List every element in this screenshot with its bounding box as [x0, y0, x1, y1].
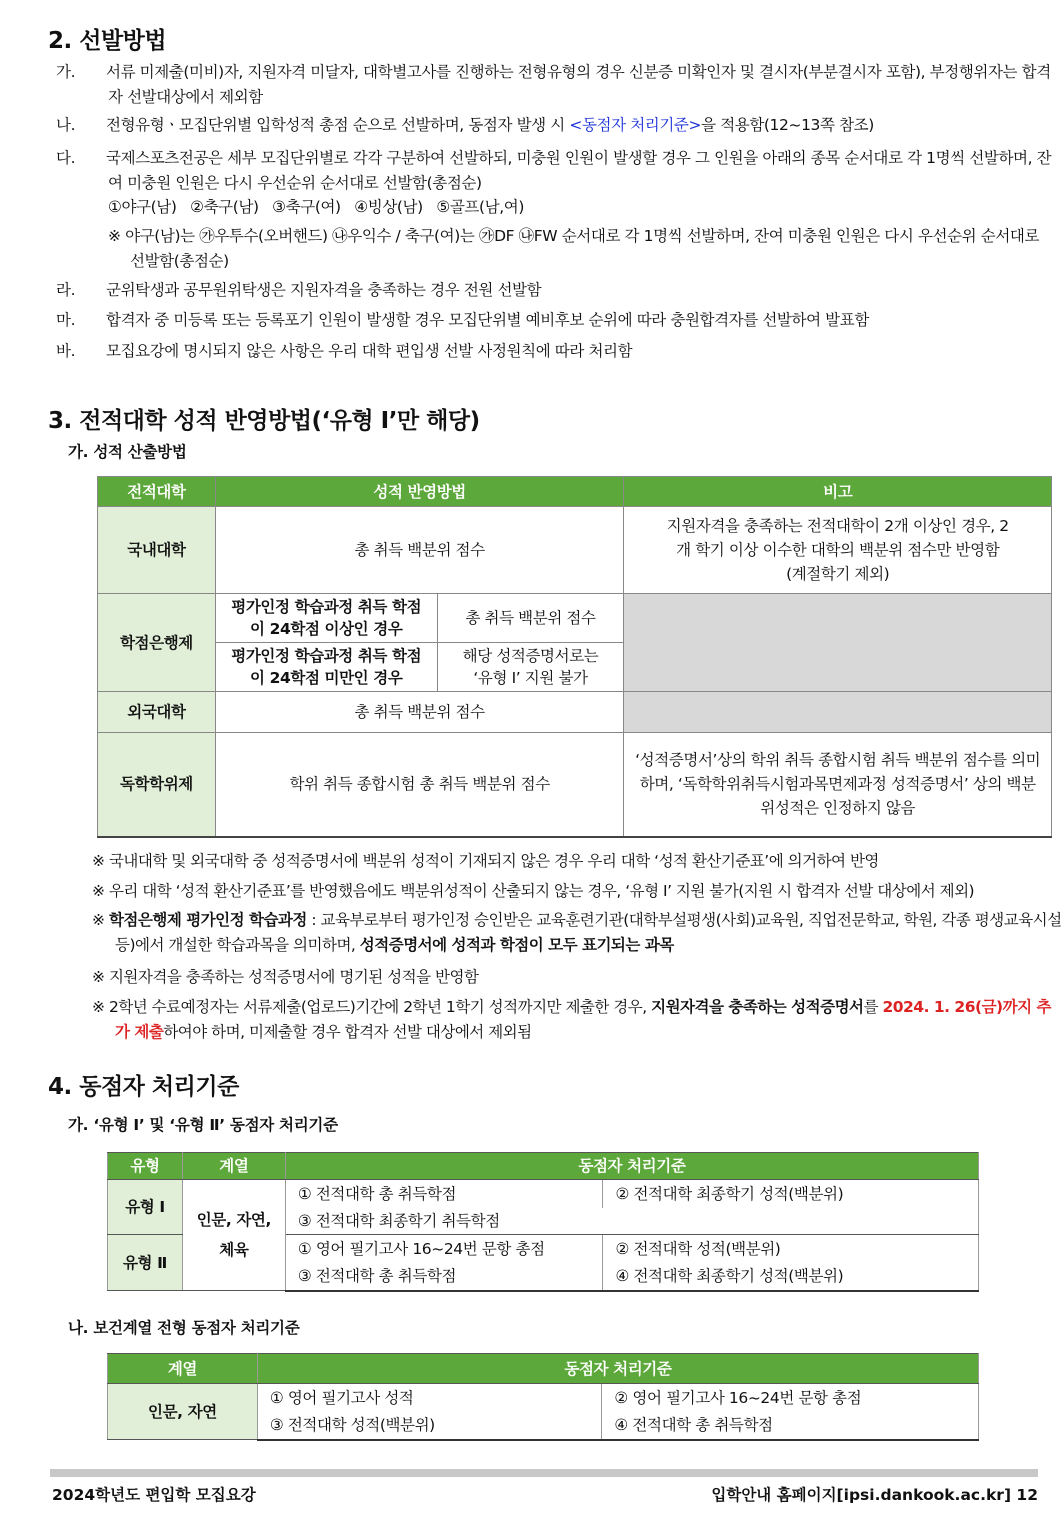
deadline-highlight: 2024. 1. 26(금)까지 추가 제출	[115, 998, 1051, 1041]
footer-homepage-page-number: 입학안내 홈페이지[ipsi.dankook.ac.kr] 12	[711, 1486, 1038, 1504]
table-row	[98, 733, 1052, 837]
cell-domestic-method: 총 취득 백분위 점수	[215, 507, 624, 594]
tie-rule-table-b	[107, 1353, 979, 1441]
cell-credit-method-1: 총 취득 백분위 점수	[437, 594, 624, 643]
row-label-type1: 유형 Ⅰ	[108, 1180, 183, 1235]
cell-self-degree-method: 학위 취득 종합시험 총 취득 백분위 점수	[215, 733, 624, 837]
cell-domestic-note: 지원자격을 충족하는 전적대학이 2개 이상인 경우, 2개 학기 이상 이수한 대학의 백분위 점수만 반영함 (계절학기 제외)	[624, 507, 1052, 594]
section-4-title: 4. 동점자 처리기준	[48, 1074, 239, 1100]
section-2-title: 2. 선발방법	[48, 28, 167, 54]
footer-title: 2024학년도 편입학 모집요강	[52, 1486, 256, 1504]
cell-self-degree-note: ‘성적증명서’상의 학위 취득 종합시험 취득 백분위 점수를 의미하며, ‘독학학위취득시험과목면제과정 성적증명서’ 상의 백분위성적은 인정하지 않음	[624, 733, 1052, 837]
row-label-foreign: 외국대학	[98, 692, 216, 733]
grade-note-1: ※ 국내대학 및 외국대학 중 성적증명서에 백분위 성적이 기재되지 않은 경우 우리 대학 ‘성적 환산기준표’에 의거하여 반영	[92, 852, 879, 870]
cell-field-humanities: 인문, 자연, 체육	[182, 1180, 285, 1291]
cell-credit-method-2: 해당 성적증명서로는 ‘유형 Ⅰ’ 지원 불가	[437, 643, 624, 692]
grade-note-5: ※ 2학년 수료예정자는 서류제출(업로드)기간에 2학년 1학기 성적까지만 제출한 경우, 지원자격을 충족하는 성적증명서를 2024. 1. 26(금)까지 추가 제출하여야 하며, 미제출할 경우 합격자 선발 대상에서 제외됨	[92, 998, 1051, 1041]
criteria-item: ② 전적대학 성적(백분위)	[603, 1235, 979, 1263]
table-row	[108, 1384, 979, 1412]
table-row	[98, 692, 1052, 733]
cell-foreign-method: 총 취득 백분위 점수	[215, 692, 624, 733]
grade-method-table	[97, 476, 1052, 838]
criteria-item: ① 영어 필기고사 16~24번 문항 총점	[285, 1235, 603, 1263]
sec2-item-na: 나. 전형유형ㆍ모집단위별 입학성적 총점 순으로 선발하며, 동점자 발생 시 <동점자 처리기준>을 적용함(12~13쪽 참조)	[56, 116, 874, 134]
col-header-method: 성적 반영방법	[215, 477, 624, 507]
criteria-item: ③ 전적대학 최종학기 취득학점	[285, 1208, 978, 1235]
col-header-field: 계열	[182, 1153, 285, 1180]
criteria-item: ④ 전적대학 최종학기 성적(백분위)	[603, 1263, 979, 1291]
col-header-criteria-b: 동점자 처리기준	[257, 1354, 978, 1384]
col-header-criteria: 동점자 처리기준	[285, 1153, 978, 1180]
cell-credit-cond-2: 평가인정 학습과정 취득 학점이 24학점 미만인 경우	[215, 643, 437, 692]
col-header-school: 전적대학	[98, 477, 216, 507]
row-label-credit-bank: 학점은행제	[98, 594, 216, 692]
grade-note-2: ※ 우리 대학 ‘성적 환산기준표’를 반영했음에도 백분위성적이 산출되지 않는 경우, ‘유형 Ⅰ’ 지원 불가(지원 시 합격자 선발 대상에서 제외)	[92, 882, 975, 900]
cell-credit-note-empty	[624, 594, 1052, 692]
table-row	[98, 594, 1052, 643]
criteria-item: ② 영어 필기고사 16~24번 문항 총점	[602, 1384, 979, 1412]
sports-order-note: ※ 야구(남)는 ㉮우투수(오버핸드) ㉯우익수 / 축구(여)는 ㉮DF ㉯FW 순서대로 각 1명씩 선발하며, 잔여 미충원 인원은 다시 우선순위 순서대로 선발함(총점순)	[108, 227, 1040, 270]
criteria-item: ① 전적대학 총 취득학점	[285, 1180, 603, 1208]
sports-order-list: ①야구(남) ②축구(남) ③축구(여) ④빙상(남) ⑤골프(남,여)	[108, 198, 524, 216]
sec2-item-ra: 라. 군위탁생과 공무원위탁생은 지원자격을 충족하는 경우 전원 선발함	[56, 281, 542, 299]
table-row	[108, 1180, 979, 1208]
row-label-domestic: 국내대학	[98, 507, 216, 594]
col-header-type: 유형	[108, 1153, 183, 1180]
footer-divider	[50, 1469, 1038, 1477]
criteria-item: ③ 전적대학 성적(백분위)	[257, 1412, 602, 1440]
sec2-item-ga: 가. 서류 미제출(미비)자, 지원자격 미달자, 대학별고사를 진행하는 전형유형의 경우 신분증 미확인자 및 결시자(부분결시자 포함), 부정행위자는 합격자 선발대상에서 제외함	[56, 63, 1051, 106]
section-3-title: 3. 전적대학 성적 반영방법(‘유형 Ⅰ’만 해당)	[48, 408, 480, 434]
grade-note-4: ※ 지원자격을 충족하는 성적증명서에 명기된 성적을 반영함	[92, 968, 479, 986]
criteria-item: ② 전적대학 최종학기 성적(백분위)	[603, 1180, 979, 1208]
criteria-item: ① 영어 필기고사 성적	[257, 1384, 602, 1412]
tie-rule-table-a	[107, 1152, 979, 1292]
col-header-field-b: 계열	[108, 1354, 258, 1384]
row-label-humanities-nature: 인문, 자연	[108, 1384, 258, 1440]
sec2-item-da: 다. 국제스포츠전공은 세부 모집단위별로 각각 구분하여 선발하되, 미충원 인원이 발생할 경우 그 인원을 아래의 종목 순서대로 각 1명씩 선발하며, 잔여 미충원 인원은 다시 우선순위 순서대로 선발함(총점순)	[56, 149, 1052, 192]
cell-foreign-note-empty	[624, 692, 1052, 733]
section-4b-subtitle: 나. 보건계열 전형 동점자 처리기준	[68, 1319, 300, 1337]
section-3-subtitle: 가. 성적 산출방법	[68, 443, 187, 461]
criteria-item: ④ 전적대학 총 취득학점	[602, 1412, 979, 1440]
row-label-type2: 유형 Ⅱ	[108, 1235, 183, 1291]
col-header-note: 비고	[624, 477, 1052, 507]
row-label-self-degree: 독학학위제	[98, 733, 216, 837]
section-4a-subtitle: 가. ‘유형 Ⅰ’ 및 ‘유형 Ⅱ’ 동점자 처리기준	[68, 1116, 338, 1134]
grade-note-3: ※ 학점은행제 평가인정 학습과정 : 교육부로부터 평가인정 승인받은 교육훈련기관(대학부설평생(사회)교육원, 직업전문학교, 학원, 각종 평생교육시설 등)에서 개설한 학습과목을 의미하며, 성적증명서에 성적과 학점이 모두 표기되는 과목	[92, 911, 1062, 954]
sec2-item-ba: 바. 모집요강에 명시되지 않은 사항은 우리 대학 편입생 선발 사정원칙에 따라 처리함	[56, 342, 633, 360]
table-row	[98, 507, 1052, 594]
tie-rule-link[interactable]: <동점자 처리기준>	[569, 116, 702, 134]
sec2-item-ma: 마. 합격자 중 미등록 또는 등록포기 인원이 발생할 경우 모집단위별 예비후보 순위에 따라 충원합격자를 선발하여 발표함	[56, 311, 869, 329]
criteria-item: ③ 전적대학 총 취득학점	[285, 1263, 603, 1291]
cell-credit-cond-1: 평가인정 학습과정 취득 학점이 24학점 이상인 경우	[215, 594, 437, 643]
